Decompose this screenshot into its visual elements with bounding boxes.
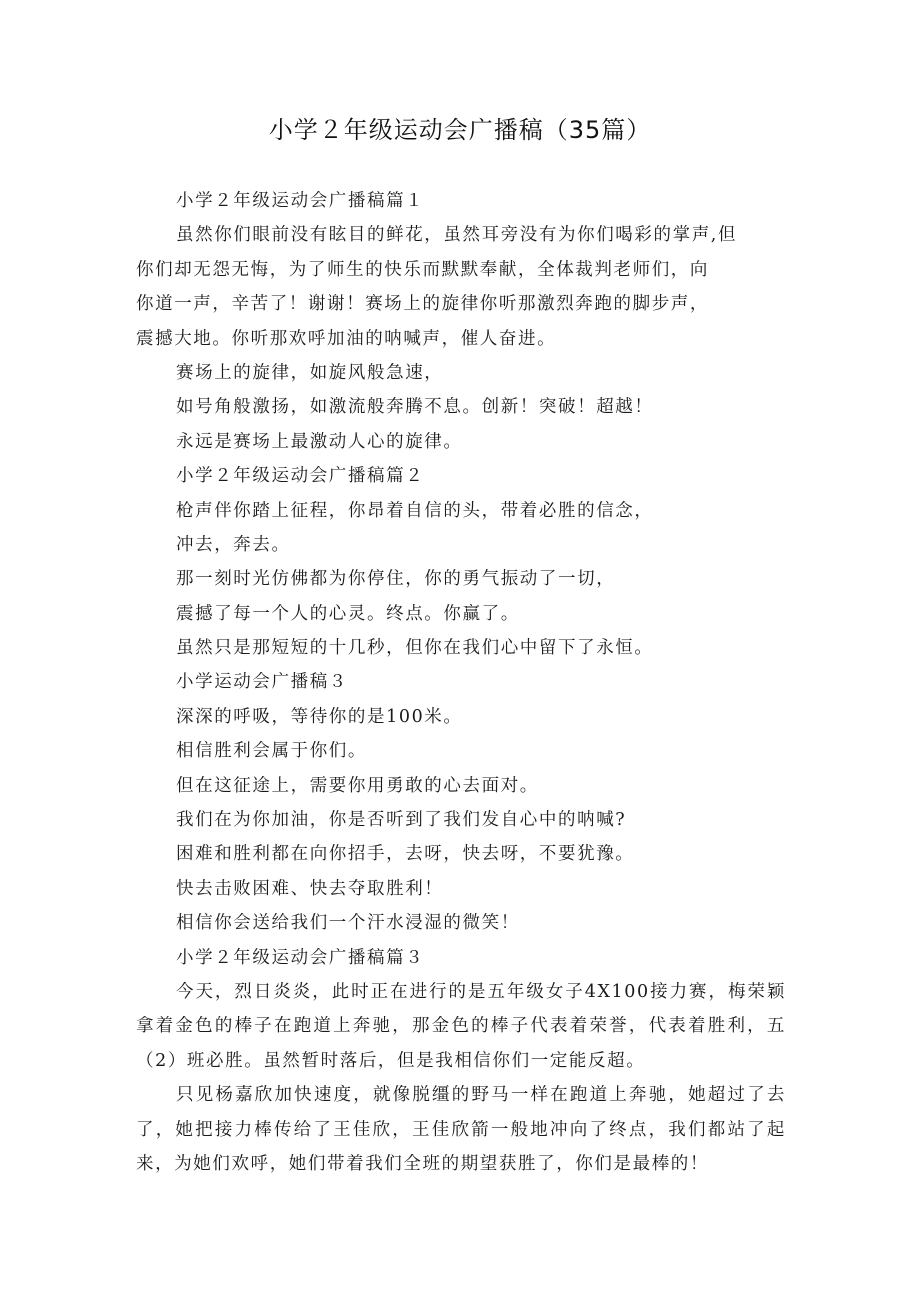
text-line: 相信胜利会属于你们。 bbox=[176, 741, 367, 762]
document-body bbox=[136, 184, 786, 1181]
text-line: 虽然只是那短短的十几秒，但你在我们心中留下了永恒。 bbox=[176, 638, 654, 659]
text-line: 我们在为你加油，你是否听到了我们发自心中的呐喊? bbox=[176, 810, 627, 831]
section-heading: 小学２年级运动会广播稿篇３ bbox=[176, 947, 425, 968]
text-line: 相信你会送给我们一个汗水浸湿的微笑！ bbox=[176, 913, 520, 934]
section-heading: 小学运动会广播稿３ bbox=[176, 672, 348, 693]
text-line: 永远是赛场上最激动人心的旋律。 bbox=[176, 431, 463, 452]
text-line: 如号角般激扬，如激流般奔腾不息。创新！突破！超越！ bbox=[176, 397, 654, 418]
text-line: 但在这征途上，需要你用勇敢的心去面对。 bbox=[176, 775, 539, 796]
text-line: 深深的呼吸，等待你的是100米。 bbox=[176, 706, 463, 727]
text-line: 震撼大地。你听那欢呼加油的呐喊声，催人奋进。 bbox=[136, 328, 557, 349]
text-line: 困难和胜利都在向你招手，去呀，快去呀，不要犹豫。 bbox=[176, 844, 635, 865]
text-line: 赛场上的旋律，如旋风般急速， bbox=[176, 362, 444, 383]
paragraph: 今天，烈日炎炎，此时正在进行的是五年级女子4X100接力赛，梅荣颖拿着金色的棒子在跑道上奔驰，那金色的棒子代表着荣誉，代表着胜利，五（2）班必胜。虽然暂时落后，但是我相信你们一定能反超。 bbox=[136, 981, 786, 1071]
text-line: 枪声伴你踏上征程，你昂着自信的头，带着必胜的信念， bbox=[176, 500, 654, 521]
text-line: 那一刻时光仿佛都为你停住，你的勇气振动了一切， bbox=[176, 569, 616, 590]
text-line: 震撼了每一个人的心灵。终点。你赢了。 bbox=[176, 603, 520, 624]
text-line: 快去击败困难、快去夺取胜利！ bbox=[176, 878, 444, 899]
text-line: 冲去，奔去。 bbox=[176, 534, 291, 555]
text-line: 你道一声，辛苦了！谢谢！赛场上的旋律你听那激烈奔跑的脚步声， bbox=[136, 294, 709, 315]
paragraph: 只见杨嘉欣加快速度，就像脱缰的野马一样在跑道上奔驰，她超过了去了，她把接力棒传给了王佳欣，王佳欣箭一般地冲向了终点，我们都站了起来，为她们欢呼，她们带着我们全班的期望获胜了，你们是最棒的！ bbox=[136, 1085, 786, 1175]
text-line: 你们却无怨无悔，为了师生的快乐而默默奉献，全体裁判老师们，向 bbox=[136, 259, 709, 280]
section-heading: 小学２年级运动会广播稿篇２ bbox=[176, 466, 425, 487]
section-heading: 小学２年级运动会广播稿篇１ bbox=[176, 191, 425, 211]
document-title: 小学２年级运动会广播稿（35篇） bbox=[268, 116, 652, 144]
text-line: 虽然你们眼前没有眩目的鲜花，虽然耳旁没有为你们喝彩的掌声,但 bbox=[176, 225, 738, 246]
